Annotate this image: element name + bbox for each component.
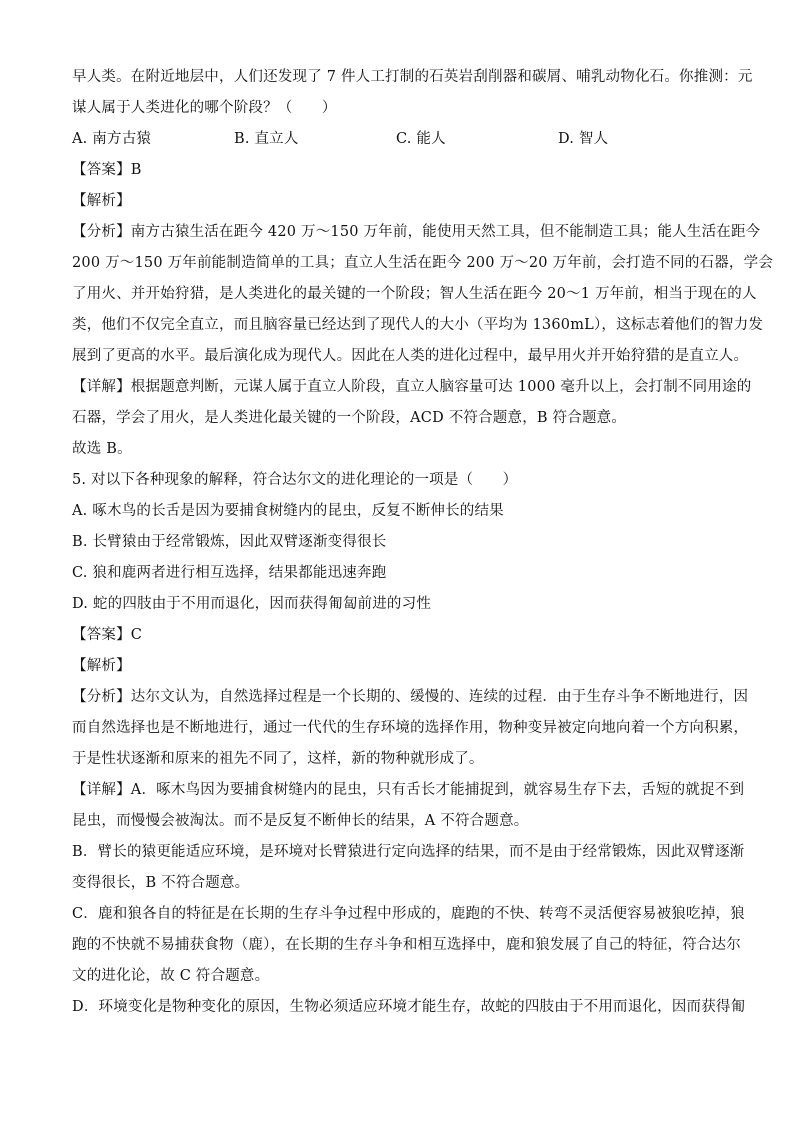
q5-answer: 【答案】C bbox=[72, 627, 143, 643]
q4-option-d: D. 智人 bbox=[558, 131, 609, 147]
q4-xiangjie-line: 石器，学会了用火，是人类进化最关键的一个阶段，ACD 不符合题意，B 符合题意。 bbox=[72, 410, 627, 426]
q5-option-c: C. 狼和鹿两者进行相互选择，结果都能迅速奔跑 bbox=[72, 565, 387, 581]
q5-xiangjie-line: 昆虫，而慢慢会被淘汰。而不是反复不断伸长的结果，A 不符合题意。 bbox=[72, 813, 529, 829]
q4-stem-line: 早人类。在附近地层中，人们还发现了 7 件人工打制的石英岩刮削器和碳屑、哺乳动物化石。你推测：元 bbox=[72, 69, 753, 85]
q5-fenxi-line: 【分析】达尔文认为，自然选择过程是一个长期的、缓慢的、连续的过程．由于生存斗争不断地进行，因 bbox=[72, 689, 749, 705]
q5-xiangjie-line: B．臂长的猿更能适应环境，是环境对长臂猿进行定向选择的结果，而不是由于经常锻炼，因此双臂逐渐 bbox=[72, 844, 745, 860]
q5-fenxi-line: 于是性状逐渐和原来的祖先不同了，这样，新的物种就形成了。 bbox=[72, 751, 484, 767]
q5-stem: 5. 对以下各种现象的解释，符合达尔文的进化理论的一项是（ ） bbox=[72, 472, 518, 488]
q5-analysis-label: 【解析】 bbox=[72, 658, 131, 674]
q5-xiangjie-line: D．环境变化是物种变化的原因，生物必须适应环境才能生存，故蛇的四肢由于不用而退化，因而获得匍 bbox=[72, 999, 746, 1015]
q4-xiangjie-line: 【详解】根据题意判断，元谋人属于直立人阶段，直立人脑容量可达 1000 毫升以上，会打制不同用途的 bbox=[72, 379, 752, 395]
q4-option-a: A. 南方古猿 bbox=[72, 131, 152, 147]
q4-options bbox=[72, 124, 722, 155]
q5-xiangjie-line: 文的进化论，故 C 符合题意。 bbox=[72, 968, 270, 984]
q5-option-b: B. 长臂猿由于经常锻炼，因此双臂逐渐变得很长 bbox=[72, 534, 387, 550]
q5-xiangjie-line: 跑的不快就不易捕获食物（鹿），在长期的生存斗争和相互选择中，鹿和狼发展了自己的特征，符合达尔 bbox=[72, 937, 741, 953]
q4-option-c: C. 能人 bbox=[396, 131, 446, 147]
q4-conclusion: 故选 B。 bbox=[72, 441, 132, 457]
q4-fenxi-line: 200 万～150 万年前能制造简单的工具；直立人生活在距今 200 万～20 万年前，会打造不同的石器，学会 bbox=[72, 255, 774, 271]
q4-answer: 【答案】B bbox=[72, 162, 142, 178]
q5-xiangjie-line: 变得很长，B 不符合题意。 bbox=[72, 875, 250, 891]
q4-fenxi-line: 【分析】南方古猿生活在距今 420 万～150 万年前，能使用天然工具，但不能制造工具；能人生活在距今 bbox=[72, 224, 761, 240]
q5-option-d: D. 蛇的四肢由于不用而退化，因而获得匍匐前进的习性 bbox=[72, 596, 432, 612]
document-page bbox=[72, 62, 774, 1023]
q4-fenxi-line: 类，他们不仅完全直立，而且脑容量已经达到了现代人的大小（平均为 1360mL），这标志着他们的智力发 bbox=[72, 317, 764, 333]
q4-analysis-label: 【解析】 bbox=[72, 193, 131, 209]
q4-fenxi-line: 展到了更高的水平。最后演化成为现代人。因此在人类的进化过程中，最早用火并开始狩猎的是直立人。 bbox=[72, 348, 749, 364]
q4-fenxi-line: 了用火、并开始狩猎，是人类进化的最关键的一个阶段；智人生活在距今 20～1 万年前，相当于现在的人 bbox=[72, 286, 757, 302]
q5-xiangjie-line: C．鹿和狼各自的特征是在长期的生存斗争过程中形成的，鹿跑的不快、转弯不灵活便容易被狼吃掉，狼 bbox=[72, 906, 745, 922]
q5-fenxi-line: 而自然选择也是不断地进行，通过一代代的生存环境的选择作用，物种变异被定向地向着一个方向积累， bbox=[72, 720, 749, 736]
q5-xiangjie-line: 【详解】A．啄木鸟因为要捕食树缝内的昆虫，只有舌长才能捕捉到，就容易生存下去，舌短的就捉不到 bbox=[72, 782, 745, 798]
q4-option-b: B. 直立人 bbox=[234, 131, 299, 147]
q5-option-a: A. 啄木鸟的长舌是因为要捕食树缝内的昆虫，反复不断伸长的结果 bbox=[72, 503, 504, 519]
q4-stem-line: 谋人属于人类进化的哪个阶段？（ ） bbox=[72, 100, 337, 116]
